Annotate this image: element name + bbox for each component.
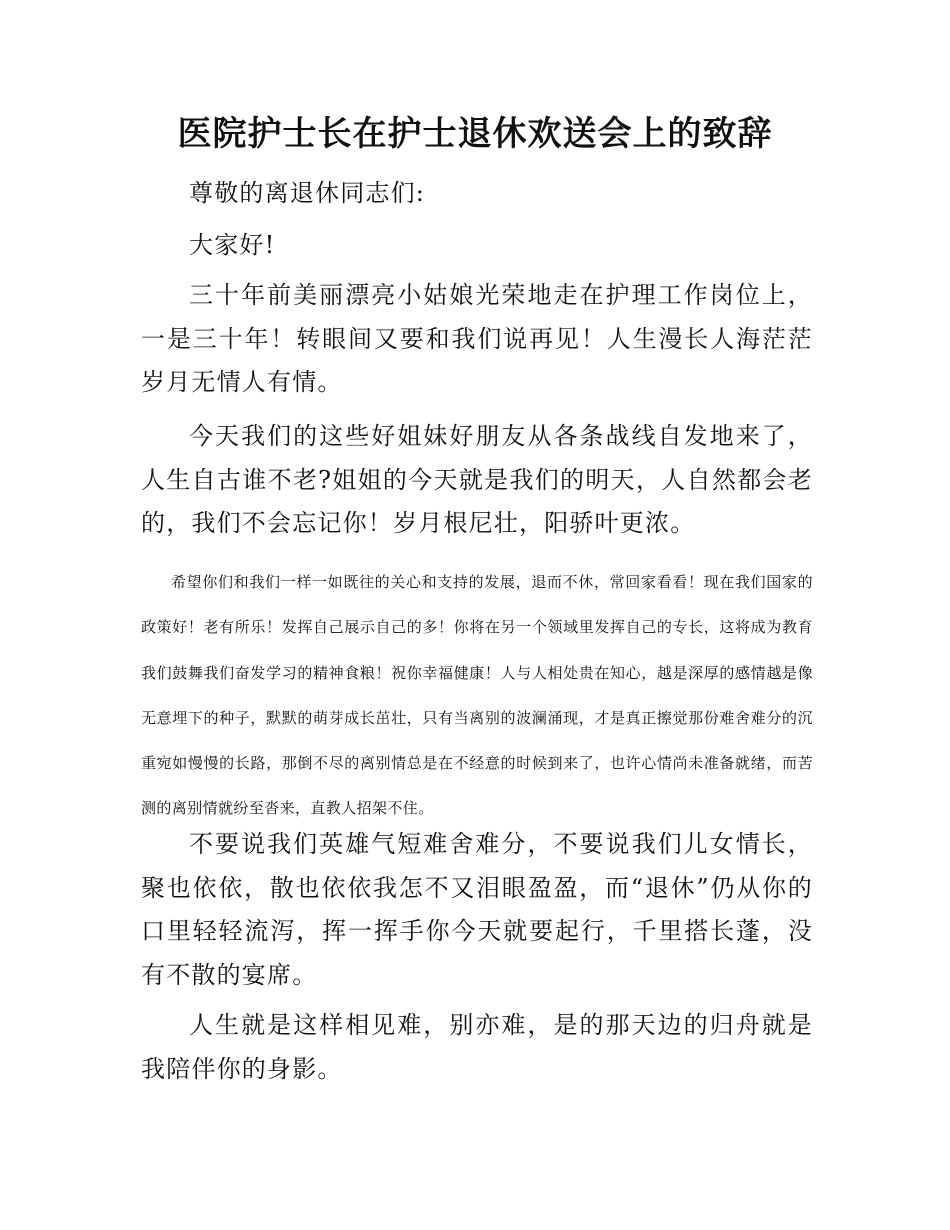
- paragraph-sisters-friends: 今天我们的这些好姐妹好朋友从各条战线自发地来了，人生自古谁不老?姐姐的今天就是我们的明天，人自然都会老的，我们不会忘记你！岁月根尼壮，阳骄叶更浓。: [141, 422, 813, 537]
- paragraph-closing: 人生就是这样相见难，别亦难，是的那天边的归舟就是我陪伴你的身影。: [141, 1011, 813, 1083]
- paragraph-hopes-farewell: 希望你们和我们一样一如既往的关心和支持的发展，退而不休，常回家看看！现在我们国家的政策好！老有所乐！发挥自己展示自己的多！你将在另一个领域里发挥自己的专长，这将成为教育我们鼓舞我们奋发学习的精神食粮！祝你幸福健康！人与人相处贵在知心，越是深厚的感情越是像无意埋下的种子，默默的萌芽成长茁壮，只有当离别的波澜涌现，才是真正擦觉那份难舍难分的沉重宛如慢慢的长路，那倒不尽的离别情总是在不经意的时候到来了，也许心情尚未准备就绪，而苦测的离别情就纷至沓来，直教人招架不住。: [141, 573, 813, 818]
- paragraph-do-not-say: 不要说我们英雄气短难舍难分，不要说我们儿女情长，聚也依依，散也依依我怎不又泪眼盈盈，而“退休”仍从你的口里轻轻流泻，挥一挥手你今天就要起行，千里搭长蓬，没有不散的宴席。: [141, 830, 813, 989]
- document-title: 医院护士长在护士退休欢送会上的致辞: [177, 114, 773, 154]
- paragraph-thirty-years: 三十年前美丽漂亮小姑娘光荣地走在护理工作岗位上，一是三十年！转眼间又要和我们说再见！人生漫长人海茫茫岁月无情人有情。: [141, 281, 813, 396]
- greeting: 大家好!: [189, 231, 276, 259]
- salutation: 尊敬的离退休同志们:: [189, 179, 426, 207]
